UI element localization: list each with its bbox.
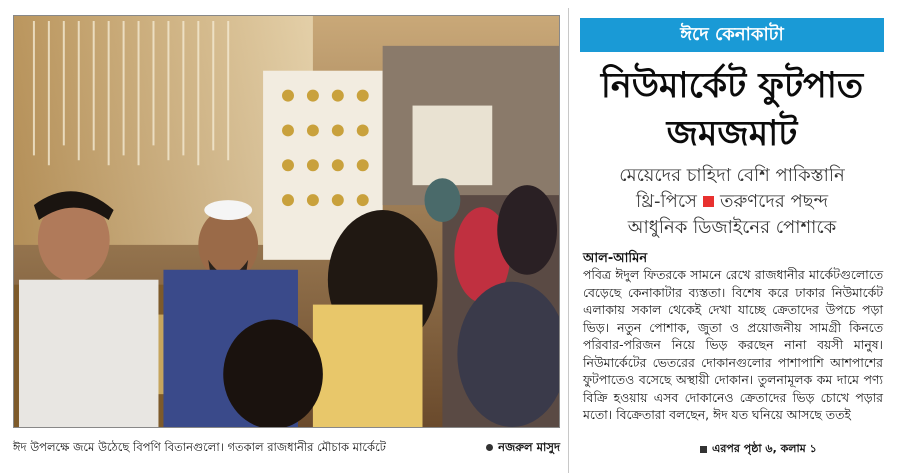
- square-bullet-icon: [700, 446, 707, 453]
- photo-credit: [486, 436, 560, 458]
- continued-note: [700, 440, 817, 459]
- caption-text: ঈদ উপলক্ষে জমে উঠেছে বিপণি বিতানগুলো। গতকাল রাজধানীর মৌচাক মার্কেটে: [13, 440, 386, 454]
- continued-note-text: এরপর পৃষ্ঠা ৬, কলাম ১: [712, 442, 817, 455]
- bullet-icon: [486, 444, 493, 451]
- article-body: পবিত্র ঈদুল ফিতরকে সামনে রেখে রাজধানীর মার্কেটগুলোতে বেড়েছে কেনাকাটার ব্যস্ততা। বিশেষ করে ঢাকার নিউমার্কেট এলাকায় সকাল থেকেই দেখা যাচ্ছে ক্রেতাদের উপচে পড়া ভিড়। নতুন পোশাক, জুতা ও প্রয়োজনীয় সামগ্রী কিনতে পরিবার-পরিজন নিয়ে ভিড় করছেন নানা বয়সী মানুষ। নিউমার্কেটের ভেতরের দোকানগুলোর পাশাপাশি আশপাশের ফুটপাতেও বসেছে অস্থায়ী দোকান। তুলনামূলক কম দামে পণ্য বিক্রি হওয়ায় এসব দোকানেও ক্রেতাদের ভিড় চোখে পড়ার মতো। বিক্রেতারা বলছেন, ঈদ যত ঘনিয়ে আসছে ততই: [583, 267, 883, 422]
- photo-credit-name: নজরুল মাসুদ: [498, 440, 560, 454]
- deck-line-2: [580, 189, 884, 215]
- deck-line-2a: থ্রি-পিসে: [635, 191, 697, 212]
- headline: [580, 62, 884, 158]
- deck-line-1: মেয়েদের চাহিদা বেশি পাকিস্তানি: [619, 165, 845, 186]
- byline: আল-আমিন: [583, 251, 648, 266]
- news-photo: [13, 15, 560, 428]
- column-divider: [568, 8, 569, 473]
- kicker-banner: ঈদে কেনাকাটা: [580, 18, 884, 52]
- headline-line-1: নিউমার্কেট ফুটপাত: [600, 66, 864, 106]
- deck-line-3: আধুনিক ডিজাইনের পোশাকে: [627, 217, 837, 238]
- headline-line-2: জমজমাট: [666, 114, 798, 154]
- red-square-icon: [703, 196, 714, 207]
- deck-line-2b: তরুণদের পছন্দ: [719, 191, 829, 212]
- photo-caption: [13, 436, 560, 458]
- deck-subheading: [580, 163, 884, 241]
